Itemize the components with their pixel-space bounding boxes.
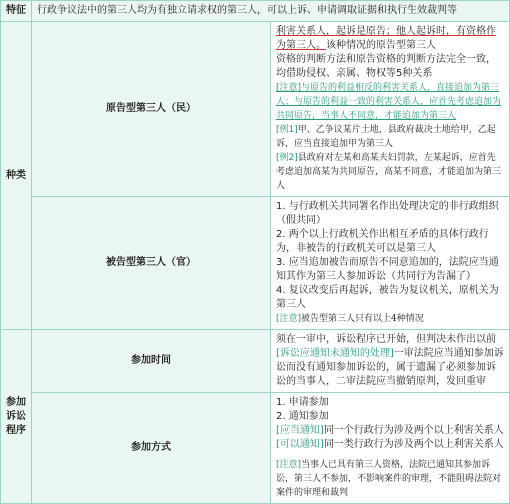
- plaintiff-type-label: 原告型第三人（民）: [32, 22, 271, 197]
- example-2-tag: [例2]: [276, 153, 298, 163]
- may-notify-text: 同一类行政行为涉及两个以上利害关系人: [323, 439, 504, 450]
- types-label-text: 种类: [6, 169, 26, 181]
- participation-method-row: [1, 393, 510, 504]
- defendant-type-label: 被告型第三人（官）: [32, 197, 271, 330]
- defendant-note-tag: [注意]: [276, 314, 302, 324]
- method-note-tag: [注意]: [276, 460, 302, 470]
- participation-label: 参加诉讼程序: [1, 330, 32, 504]
- method-item-2: 2. 通知参加: [276, 411, 329, 422]
- example-1-text: 甲、乙争议某片土地，县政府裁决土地给甲，乙起诉，应当直接追加甲为第三人: [276, 125, 496, 149]
- method-note: [276, 458, 504, 500]
- participation-method-label: 参加方式: [32, 393, 271, 504]
- example-2-text: 县政府对左某和高某夫妇罚款，左某起诉，应首先考虑追加高某为共同原告，高某不同意，才能追加为第三人: [276, 153, 502, 191]
- plaintiff-note-text: 与原告的利益相反的利害关系人，直接追加为第三人；与原告的利益一致的利害关系人，应首先考虑追加为共同原告，当事人不同意，才能追加为第三人: [276, 83, 502, 121]
- defendant-note-text: 被告型第三人只有以上4种情况: [301, 314, 424, 324]
- participation-method-content: [271, 393, 510, 504]
- method-note-text: 当事人已具有第三人资格，法院已通知其参加诉讼，第三人不参加，不影响案件的审理，不能阻碍法院对案件的审理和裁判: [276, 460, 502, 498]
- plaintiff-line2: 资格的判断方法和原告资格的判断方法完全一致，均借助侵权、亲属、物权等5种关系: [276, 54, 496, 79]
- time-line1: 须在一审中，诉讼程序已开始，但判决未作出以前: [276, 334, 496, 345]
- should-notify-tag: [应当通知]: [276, 425, 324, 436]
- feature-text: 行政争议法中的第三人均为有独立请求权的第三人，可以上诉、申请调取证据和执行生效裁判等: [32, 1, 510, 22]
- defendant-note: [276, 312, 504, 326]
- defendant-item-3: 3. 应当追加被告而原告不同意追加的，法院应当通知其作为第三人参加诉讼（共同行为告漏了）: [276, 257, 499, 282]
- method-should-notify: [276, 424, 504, 438]
- plaintiff-note: [276, 81, 504, 123]
- defendant-item-2: 2. 两个以上行政机关作出相互矛盾的具体行政行为，非被告的行政机关可以是第三人: [276, 229, 489, 254]
- plaintiff-line1-rest: 该种情况的原告型第三人: [326, 40, 436, 51]
- plaintiff-note-tag: [注意]: [276, 83, 302, 93]
- defendant-item-4: 4. 复议改变后再起诉，被告为复议机关，原机关为第三人: [276, 285, 499, 310]
- method-item-1: 1. 申请参加: [276, 397, 329, 408]
- defendant-type-content: [271, 197, 510, 330]
- participation-time-label: 参加时间: [32, 330, 271, 393]
- time-text: 一审法院应当通知参加诉讼而没有通知参加诉讼的，属于遗漏了必须参加诉讼的当事人，二审法院应当撤销原判，发回重审: [276, 348, 504, 387]
- may-notify-tag: [可以通知]: [276, 439, 324, 450]
- time-tag: [诉讼应通知未通知的处理]: [276, 348, 394, 359]
- plaintiff-example-2: [276, 151, 504, 193]
- defendant-type-row: [1, 197, 510, 330]
- time-line2: [276, 347, 504, 389]
- types-label: [1, 22, 32, 330]
- defendant-item-1: 1. 与行政机关共同署名作出处理决定的非行政组织（假共同）: [276, 201, 499, 226]
- should-notify-text: 同一个行政行为涉及两个以上利害关系人: [323, 425, 504, 436]
- plaintiff-example-1: [276, 123, 504, 151]
- plaintiff-type-row: [1, 22, 510, 197]
- participation-time-row: [1, 330, 510, 393]
- plaintiff-type-content: [271, 22, 510, 197]
- participation-time-content: [271, 330, 510, 393]
- plaintiff-line1-underlined: 利害关系人，起诉是原告；他人起诉时，有资格作为第三人。: [276, 26, 496, 51]
- method-may-notify: [276, 438, 504, 452]
- example-1-tag: [例1]: [276, 125, 298, 135]
- feature-label: 特征: [1, 1, 32, 22]
- feature-row: [1, 1, 510, 22]
- plaintiff-line1: [276, 25, 504, 53]
